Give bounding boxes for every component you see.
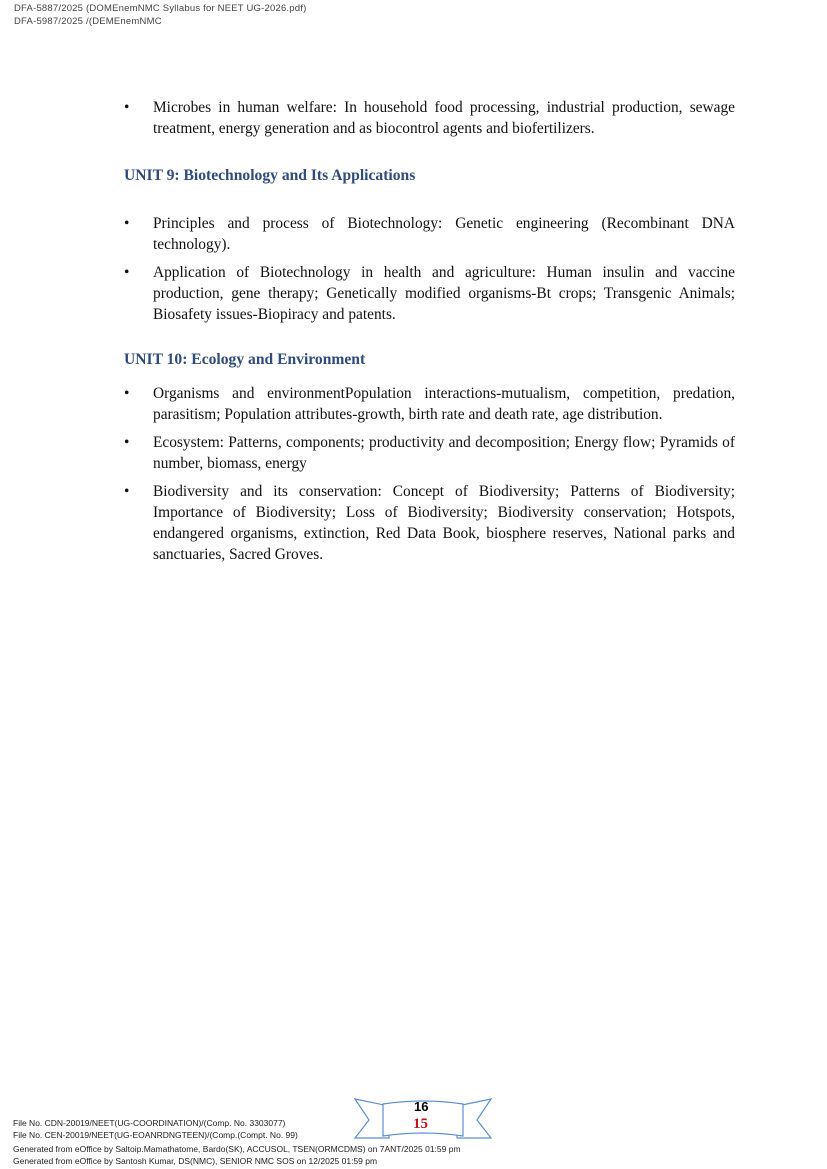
unit10-list: [124, 383, 735, 572]
intro-list: [124, 97, 735, 146]
header-text: DFA-5887/2025 (DOMEnemNMC Syllabus for NEET UG-2026.pdf): [14, 3, 307, 14]
file-no-text: File No. CDN-20019/NEET(UG-COORDINATION)/(Comp. No. 3303077): [13, 1118, 286, 1128]
file-no-text-secondary: File No. CEN-20019/NEET(UG-EOANRDNGTEEN)/(Comp.(Compt. No. 99): [13, 1130, 298, 1140]
list-item: [124, 97, 735, 139]
header-text-secondary: DFA-5987/2025 /(DEMEnemNMC: [14, 16, 162, 27]
item-text: Microbes in human welfare: In household food processing, industrial production, sewage treatment, energy generation and as biocontrol agents and biofertilizers.: [153, 99, 735, 137]
list-item: [124, 213, 735, 255]
item-text: Principles and process of Biotechnology: Genetic engineering (Recombinant DNA technology).: [153, 215, 735, 253]
page-number-outer: 16: [414, 1099, 429, 1114]
item-text: Ecosystem: Patterns, components; productivity and decomposition; Energy flow; Pyramids of number, biomass, energy: [153, 434, 735, 472]
item-text: Application of Biotechnology in health and agriculture: Human insulin and vaccine production, gene therapy; Genetically modified organisms-Bt crops; Transgenic Animals; Biosafety issues-Biopiracy and patents.: [153, 264, 735, 323]
bullet: •: [124, 215, 130, 232]
list-item: [124, 481, 735, 565]
bullet: •: [124, 264, 130, 281]
item-text: Organisms and environmentPopulation interactions-mutualism, competition, predation, parasitism; Population attributes-growth, birth rate and death rate, age distribution.: [153, 385, 735, 423]
page-number-inner: 15: [413, 1116, 428, 1132]
generated-text: Generated from eOffice by Saltoip.Mamathatome, Bardo(SK), ACCUSOL, TSEN(ORMCDMS) on 7ANT/2025 01:59 pm: [13, 1144, 461, 1154]
bullet: •: [124, 99, 130, 116]
list-item: [124, 383, 735, 425]
list-item: [124, 262, 735, 325]
list-item: [124, 432, 735, 474]
bullet: •: [124, 483, 130, 500]
bullet: •: [124, 434, 130, 451]
unit9-list: [124, 213, 735, 332]
generated-text-secondary: Generated from eOffice by Santosh Kumar, DS(NMC), SENIOR NMC SOS on 12/2025 01:59 pm: [13, 1156, 378, 1166]
item-text: Biodiversity and its conservation: Concept of Biodiversity; Patterns of Biodiversity; Importance of Biodiversity; Loss of Biodiversity; Biodiversity conservation; Hotspots, endangered organisms, extinction, Red Data Book, biosphere reserves, National parks and sanctuaries, Sacred Groves.: [153, 483, 735, 563]
unit10-heading: UNIT 10: Ecology and Environment: [124, 351, 366, 368]
bullet: •: [124, 385, 130, 402]
unit9-heading: UNIT 9: Biotechnology and Its Applications: [124, 167, 416, 184]
